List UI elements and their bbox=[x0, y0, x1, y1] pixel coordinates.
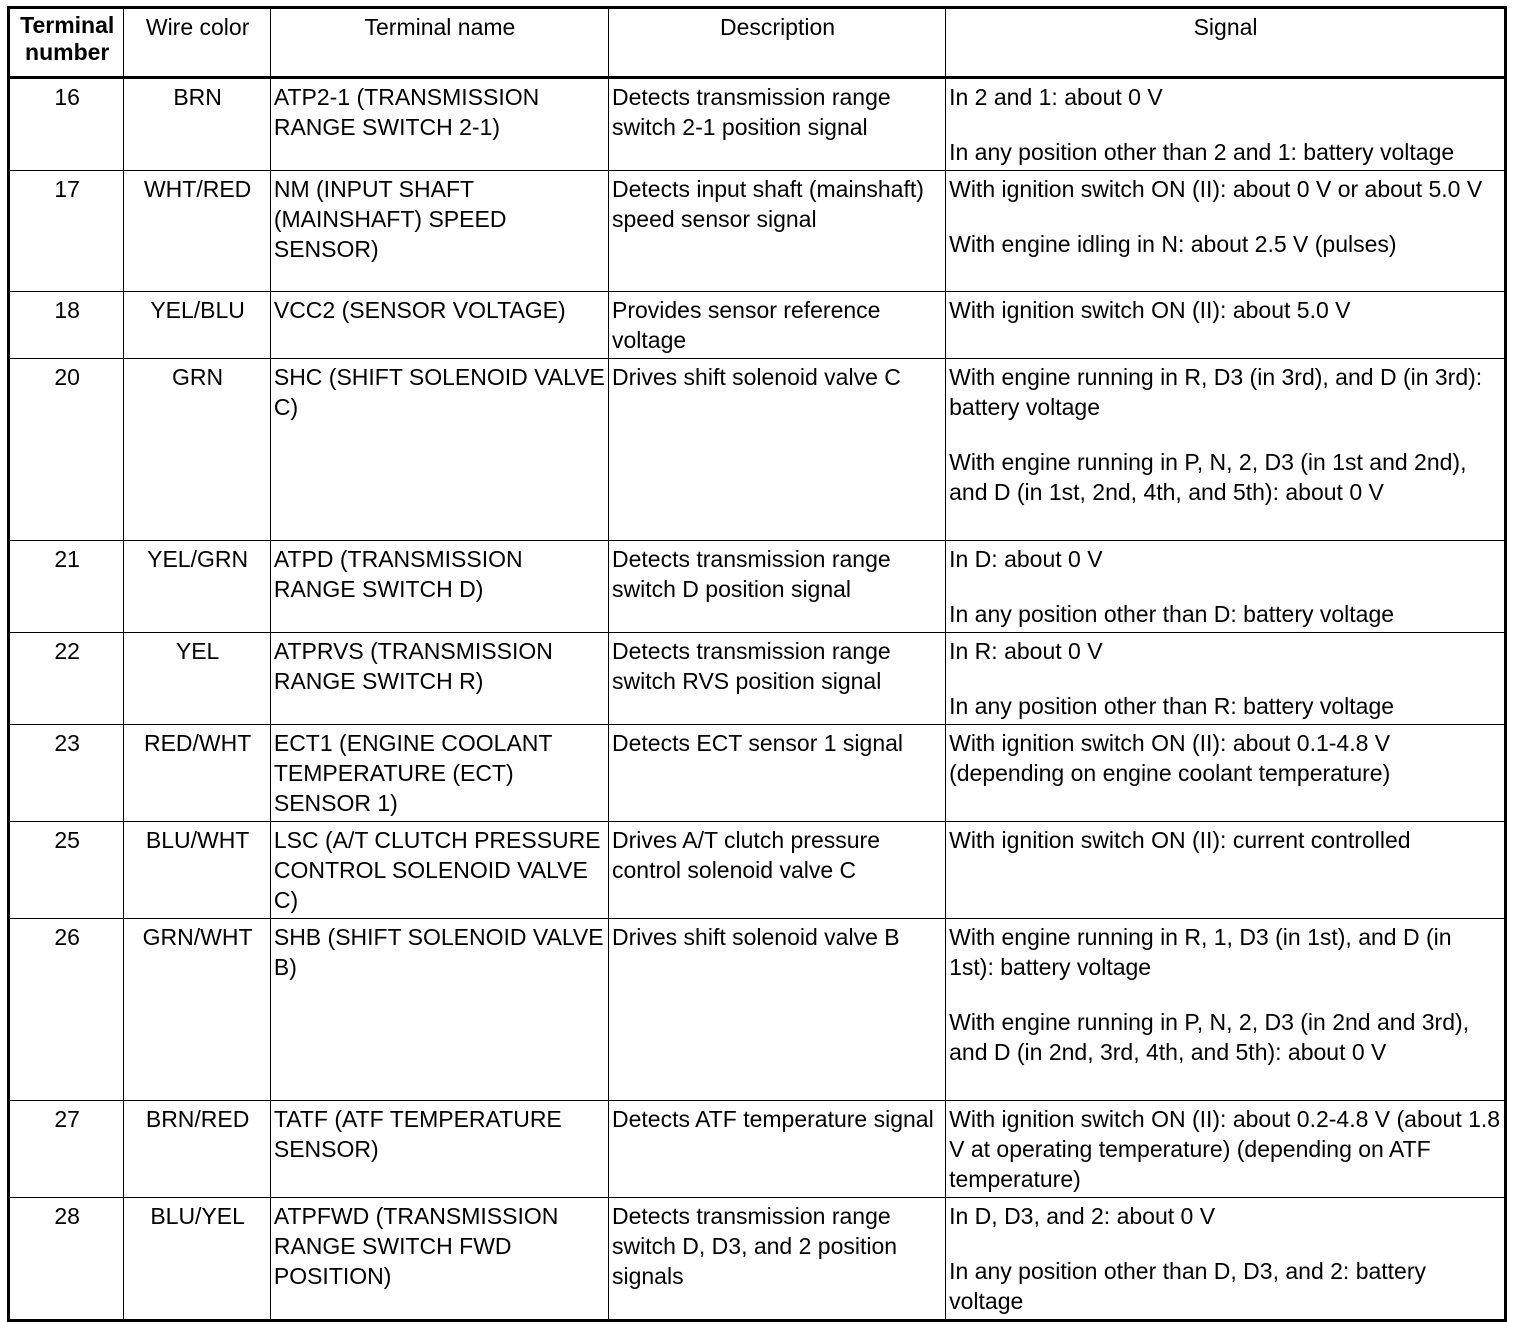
header-wire-color: Wire color bbox=[124, 8, 270, 78]
header-number-line1: Terminal bbox=[20, 12, 115, 38]
table-row bbox=[9, 359, 1506, 541]
signal-line: In D: about 0 V bbox=[949, 546, 1103, 572]
terminal-number-cell: 16 bbox=[9, 78, 124, 171]
signal-line: With ignition switch ON (II): about 0 V or about 5.0 V bbox=[949, 176, 1483, 202]
signal-line: With engine running in R, 1, D3 (in 1st), and D (in 1st): battery voltage bbox=[949, 924, 1452, 980]
header-description: Description bbox=[608, 8, 945, 78]
table-row bbox=[9, 725, 1506, 822]
signal-line: With ignition switch ON (II): about 0.2-4.8 V (about 1.8 V at operating temperature) (depending on ATF temperature) bbox=[949, 1106, 1501, 1192]
table-row bbox=[9, 78, 1506, 171]
signal-line: In R: about 0 V bbox=[949, 638, 1103, 664]
header-terminal-number bbox=[9, 8, 124, 78]
table-row bbox=[9, 1101, 1506, 1198]
header-terminal-name: Terminal name bbox=[270, 8, 608, 78]
description-cell: Drives shift solenoid valve B bbox=[608, 919, 945, 1101]
wire-color-cell: BRN bbox=[124, 78, 270, 171]
terminal-table bbox=[7, 6, 1507, 1322]
signal-cell bbox=[946, 1198, 1506, 1321]
description-cell: Detects transmission range switch D, D3, and 2 position signals bbox=[608, 1198, 945, 1321]
terminal-number-cell: 22 bbox=[9, 633, 124, 725]
terminal-name-cell: ATPD (TRANSMISSION RANGE SWITCH D) bbox=[270, 541, 608, 633]
terminal-name-cell: LSC (A/T CLUTCH PRESSURE CONTROL SOLENOID VALVE C) bbox=[270, 822, 608, 919]
description-cell: Drives A/T clutch pressure control solenoid valve C bbox=[608, 822, 945, 919]
terminal-name-cell: ECT1 (ENGINE COOLANT TEMPERATURE (ECT) SENSOR 1) bbox=[270, 725, 608, 822]
terminal-name-cell: ATPRVS (TRANSMISSION RANGE SWITCH R) bbox=[270, 633, 608, 725]
table-row bbox=[9, 822, 1506, 919]
signal-cell bbox=[946, 171, 1506, 292]
terminal-name-cell: ATP2-1 (TRANSMISSION RANGE SWITCH 2-1) bbox=[270, 78, 608, 171]
signal-line: In any position other than 2 and 1: battery voltage bbox=[949, 139, 1455, 165]
signal-cell bbox=[946, 78, 1506, 171]
terminal-number-cell: 18 bbox=[9, 292, 124, 359]
terminal-name-cell: NM (INPUT SHAFT (MAINSHAFT) SPEED SENSOR) bbox=[270, 171, 608, 292]
terminal-number-cell: 20 bbox=[9, 359, 124, 541]
description-cell: Detects transmission range switch D position signal bbox=[608, 541, 945, 633]
description-cell: Provides sensor reference voltage bbox=[608, 292, 945, 359]
signal-cell bbox=[946, 1101, 1506, 1198]
signal-line: In D, D3, and 2: about 0 V bbox=[949, 1203, 1216, 1229]
description-cell: Detects transmission range switch 2-1 position signal bbox=[608, 78, 945, 171]
terminal-name-cell: VCC2 (SENSOR VOLTAGE) bbox=[270, 292, 608, 359]
signal-line: With engine idling in N: about 2.5 V (pulses) bbox=[949, 231, 1397, 257]
wire-color-cell: BLU/YEL bbox=[124, 1198, 270, 1321]
wire-color-cell: WHT/RED bbox=[124, 171, 270, 292]
table-row bbox=[9, 919, 1506, 1101]
description-cell: Drives shift solenoid valve C bbox=[608, 359, 945, 541]
wire-color-cell: GRN bbox=[124, 359, 270, 541]
terminal-number-cell: 17 bbox=[9, 171, 124, 292]
signal-line: In any position other than D: battery voltage bbox=[949, 601, 1395, 627]
signal-line: In any position other than R: battery voltage bbox=[949, 693, 1395, 719]
description-cell: Detects input shaft (mainshaft) speed sensor signal bbox=[608, 171, 945, 292]
signal-cell bbox=[946, 292, 1506, 359]
table-row bbox=[9, 633, 1506, 725]
description-cell: Detects ATF temperature signal bbox=[608, 1101, 945, 1198]
signal-cell bbox=[946, 725, 1506, 822]
wire-color-cell: YEL bbox=[124, 633, 270, 725]
signal-line: With engine running in P, N, 2, D3 (in 2nd and 3rd), and D (in 2nd, 3rd, 4th, and 5th): about 0 V bbox=[949, 1009, 1470, 1065]
table-body bbox=[9, 78, 1506, 1321]
signal-cell bbox=[946, 359, 1506, 541]
table-row bbox=[9, 292, 1506, 359]
terminal-number-cell: 27 bbox=[9, 1101, 124, 1198]
signal-line: In 2 and 1: about 0 V bbox=[949, 84, 1163, 110]
description-cell: Detects transmission range switch RVS position signal bbox=[608, 633, 945, 725]
signal-line: With ignition switch ON (II): about 5.0 V bbox=[949, 297, 1351, 323]
wire-color-cell: GRN/WHT bbox=[124, 919, 270, 1101]
signal-line: In any position other than D, D3, and 2: battery voltage bbox=[949, 1258, 1427, 1314]
wire-color-cell: YEL/GRN bbox=[124, 541, 270, 633]
wire-color-cell: YEL/BLU bbox=[124, 292, 270, 359]
table-row bbox=[9, 1198, 1506, 1321]
terminal-name-cell: SHB (SHIFT SOLENOID VALVE B) bbox=[270, 919, 608, 1101]
terminal-name-cell: SHC (SHIFT SOLENOID VALVE C) bbox=[270, 359, 608, 541]
description-cell: Detects ECT sensor 1 signal bbox=[608, 725, 945, 822]
signal-cell bbox=[946, 822, 1506, 919]
table-row bbox=[9, 541, 1506, 633]
terminal-name-cell: ATPFWD (TRANSMISSION RANGE SWITCH FWD POSITION) bbox=[270, 1198, 608, 1321]
header-number-line2: number bbox=[25, 39, 110, 65]
signal-line: With engine running in P, N, 2, D3 (in 1st and 2nd), and D (in 1st, 2nd, 4th, and 5th): about 0 V bbox=[949, 449, 1467, 505]
terminal-name-cell: TATF (ATF TEMPERATURE SENSOR) bbox=[270, 1101, 608, 1198]
signal-line: With ignition switch ON (II): about 0.1-4.8 V (depending on engine coolant temperature) bbox=[949, 730, 1391, 786]
signal-cell bbox=[946, 633, 1506, 725]
terminal-number-cell: 21 bbox=[9, 541, 124, 633]
wire-color-cell: RED/WHT bbox=[124, 725, 270, 822]
wire-color-cell: BLU/WHT bbox=[124, 822, 270, 919]
signal-cell bbox=[946, 541, 1506, 633]
table-row bbox=[9, 171, 1506, 292]
signal-line: With engine running in R, D3 (in 3rd), and D (in 3rd): battery voltage bbox=[949, 364, 1483, 420]
header-signal: Signal bbox=[946, 8, 1506, 78]
terminal-number-cell: 23 bbox=[9, 725, 124, 822]
signal-line: With ignition switch ON (II): current controlled bbox=[949, 827, 1411, 853]
terminal-number-cell: 26 bbox=[9, 919, 124, 1101]
terminal-number-cell: 28 bbox=[9, 1198, 124, 1321]
header-row bbox=[9, 8, 1506, 78]
wire-color-cell: BRN/RED bbox=[124, 1101, 270, 1198]
terminal-number-cell: 25 bbox=[9, 822, 124, 919]
signal-cell bbox=[946, 919, 1506, 1101]
